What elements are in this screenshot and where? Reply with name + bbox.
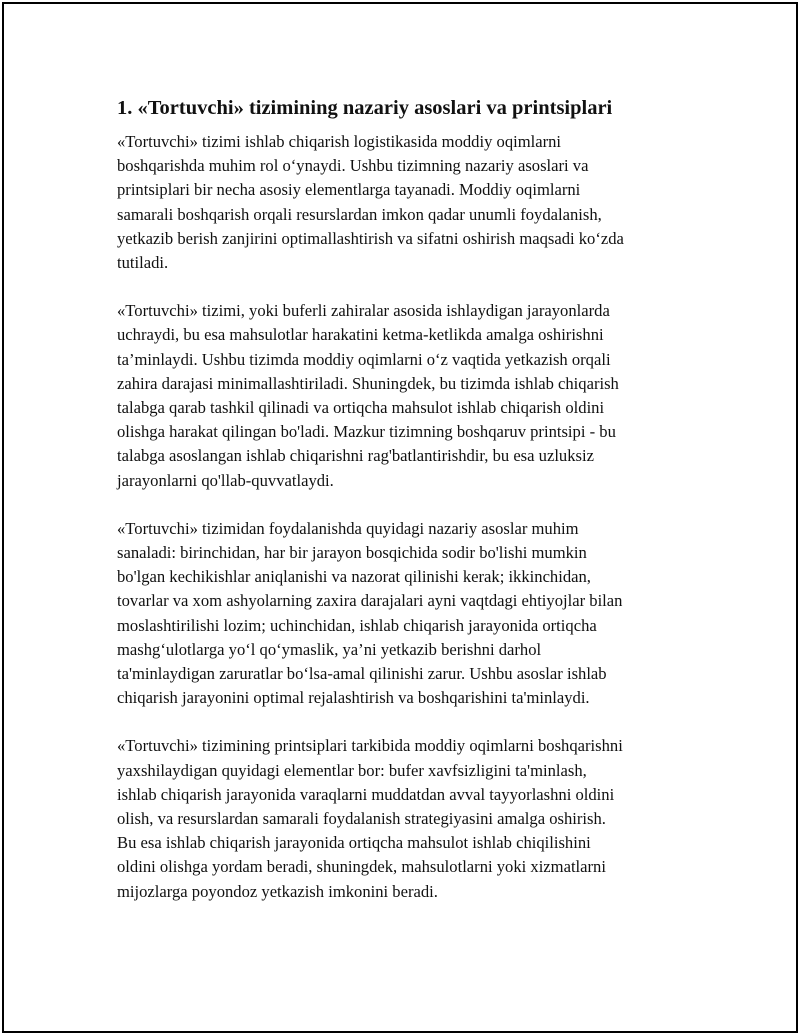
paragraph-line: «Tortuvchi» tizimidan foydalanishda quyidagi nazariy asoslar muhim [117, 518, 579, 538]
paragraph-line: bo'lgan kechikishlar aniqlanishi va nazorat qilinishi kerak; ikkinchidan, [117, 567, 591, 587]
paragraph-line: ishlab chiqarish jarayonida varaqlarni muddatdan avval tayyorlashni oldini [117, 784, 615, 804]
paragraph-line: jarayonlarni qo'llab-quvvatlaydi. [117, 470, 334, 490]
paragraph-2 [117, 299, 697, 493]
paragraph-line: olish, va resurslardan samarali foydalanish strategiyasini amalga oshirish. [117, 809, 606, 829]
paragraph-line: mijozlarga poyondoz yetkazish imkonini beradi. [117, 881, 438, 901]
paragraph-line: uchraydi, bu esa mahsulotlar harakatini ketma-ketlikda amalga oshirishni [117, 325, 604, 345]
paragraph-line: chiqarish jarayonini optimal rejalashtirish va boshqarishini ta'minlaydi. [117, 688, 590, 708]
paragraph-1 [117, 130, 697, 275]
paragraph-line: oldini olishga yordam beradi, shuningdek, mahsulotlarni yoki xizmatlarni [117, 857, 606, 877]
paragraph-line: samarali boshqarish orqali resurslardan imkon qadar unumli foydalanish, [117, 204, 602, 224]
paragraph-line: zahira darajasi minimallashtiriladi. Shuningdek, bu tizimda ishlab chiqarish [117, 373, 619, 393]
paragraph-line: boshqarishda muhim rol oʻynaydi. Ushbu tizimning nazariy asoslari va [117, 156, 589, 176]
paragraph-4 [117, 734, 697, 903]
paragraph-line: «Tortuvchi» tizimi ishlab chiqarish logistikasida moddiy oqimlarni [117, 132, 562, 151]
paragraph-line: moslashtirilishi lozim; uchinchidan, ishlab chiqarish jarayonida ortiqcha [117, 615, 597, 635]
paragraph-line: Bu esa ishlab chiqarish jarayonida ortiqcha mahsulot ishlab chiqilishini [117, 833, 591, 853]
section-heading: 1. «Tortuvchi» tizimining nazariy asoslari va printsiplari [117, 97, 613, 119]
paragraph-line: «Tortuvchi» tizimining printsiplari tarkibida moddiy oqimlarni boshqarishni [117, 736, 623, 756]
paragraph-line: sanaladi: birinchidan, har bir jarayon bosqichida sodir bo'lishi mumkin [117, 543, 587, 563]
paragraph-line: mashgʻulotlarga yoʻl qoʻymaslik, ya’ni yetkazib berishni darhol [117, 639, 542, 659]
paragraph-line: yaxshilaydigan quyidagi elementlar bor: bufer xavfsizligini ta'minlash, [117, 760, 587, 780]
paragraph-3 [117, 517, 697, 711]
paragraph-line: printsiplari bir necha asosiy elementlarga tayanadi. Moddiy oqimlarni [117, 180, 581, 200]
paragraph-line: tovarlar va xom ashyolarning zaxira darajalari ayni vaqtdagi ehtiyojlar bilan [117, 591, 623, 611]
document-body [117, 95, 697, 928]
paragraph-line: ta’minlaydi. Ushbu tizimda moddiy oqimlarni oʻz vaqtida yetkazish orqali [117, 349, 611, 369]
paragraph-line: talabga asoslangan ishlab chiqarishni rag'batlantirishdir, bu esa uzluksiz [117, 446, 594, 466]
paragraph-line: ta'minlaydigan zaruratlar boʻlsa-amal qilinishi zarur. Ushbu asoslar ishlab [117, 664, 607, 684]
paragraph-line: olishga harakat qilingan bo'ladi. Mazkur tizimning boshqaruv printsipi - bu [117, 422, 616, 442]
paragraph-line: yetkazib berish zanjirini optimallashtirish va sifatni oshirish maqsadi koʻzda [117, 228, 624, 248]
paragraph-line: talabga qarab tashkil qilinadi va ortiqcha mahsulot ishlab chiqarish oldini [117, 398, 605, 418]
paragraph-line: «Tortuvchi» tizimi, yoki buferli zahiralar asosida ishlaydigan jarayonlarda [117, 301, 610, 321]
paragraph-line: tutiladi. [117, 253, 169, 273]
